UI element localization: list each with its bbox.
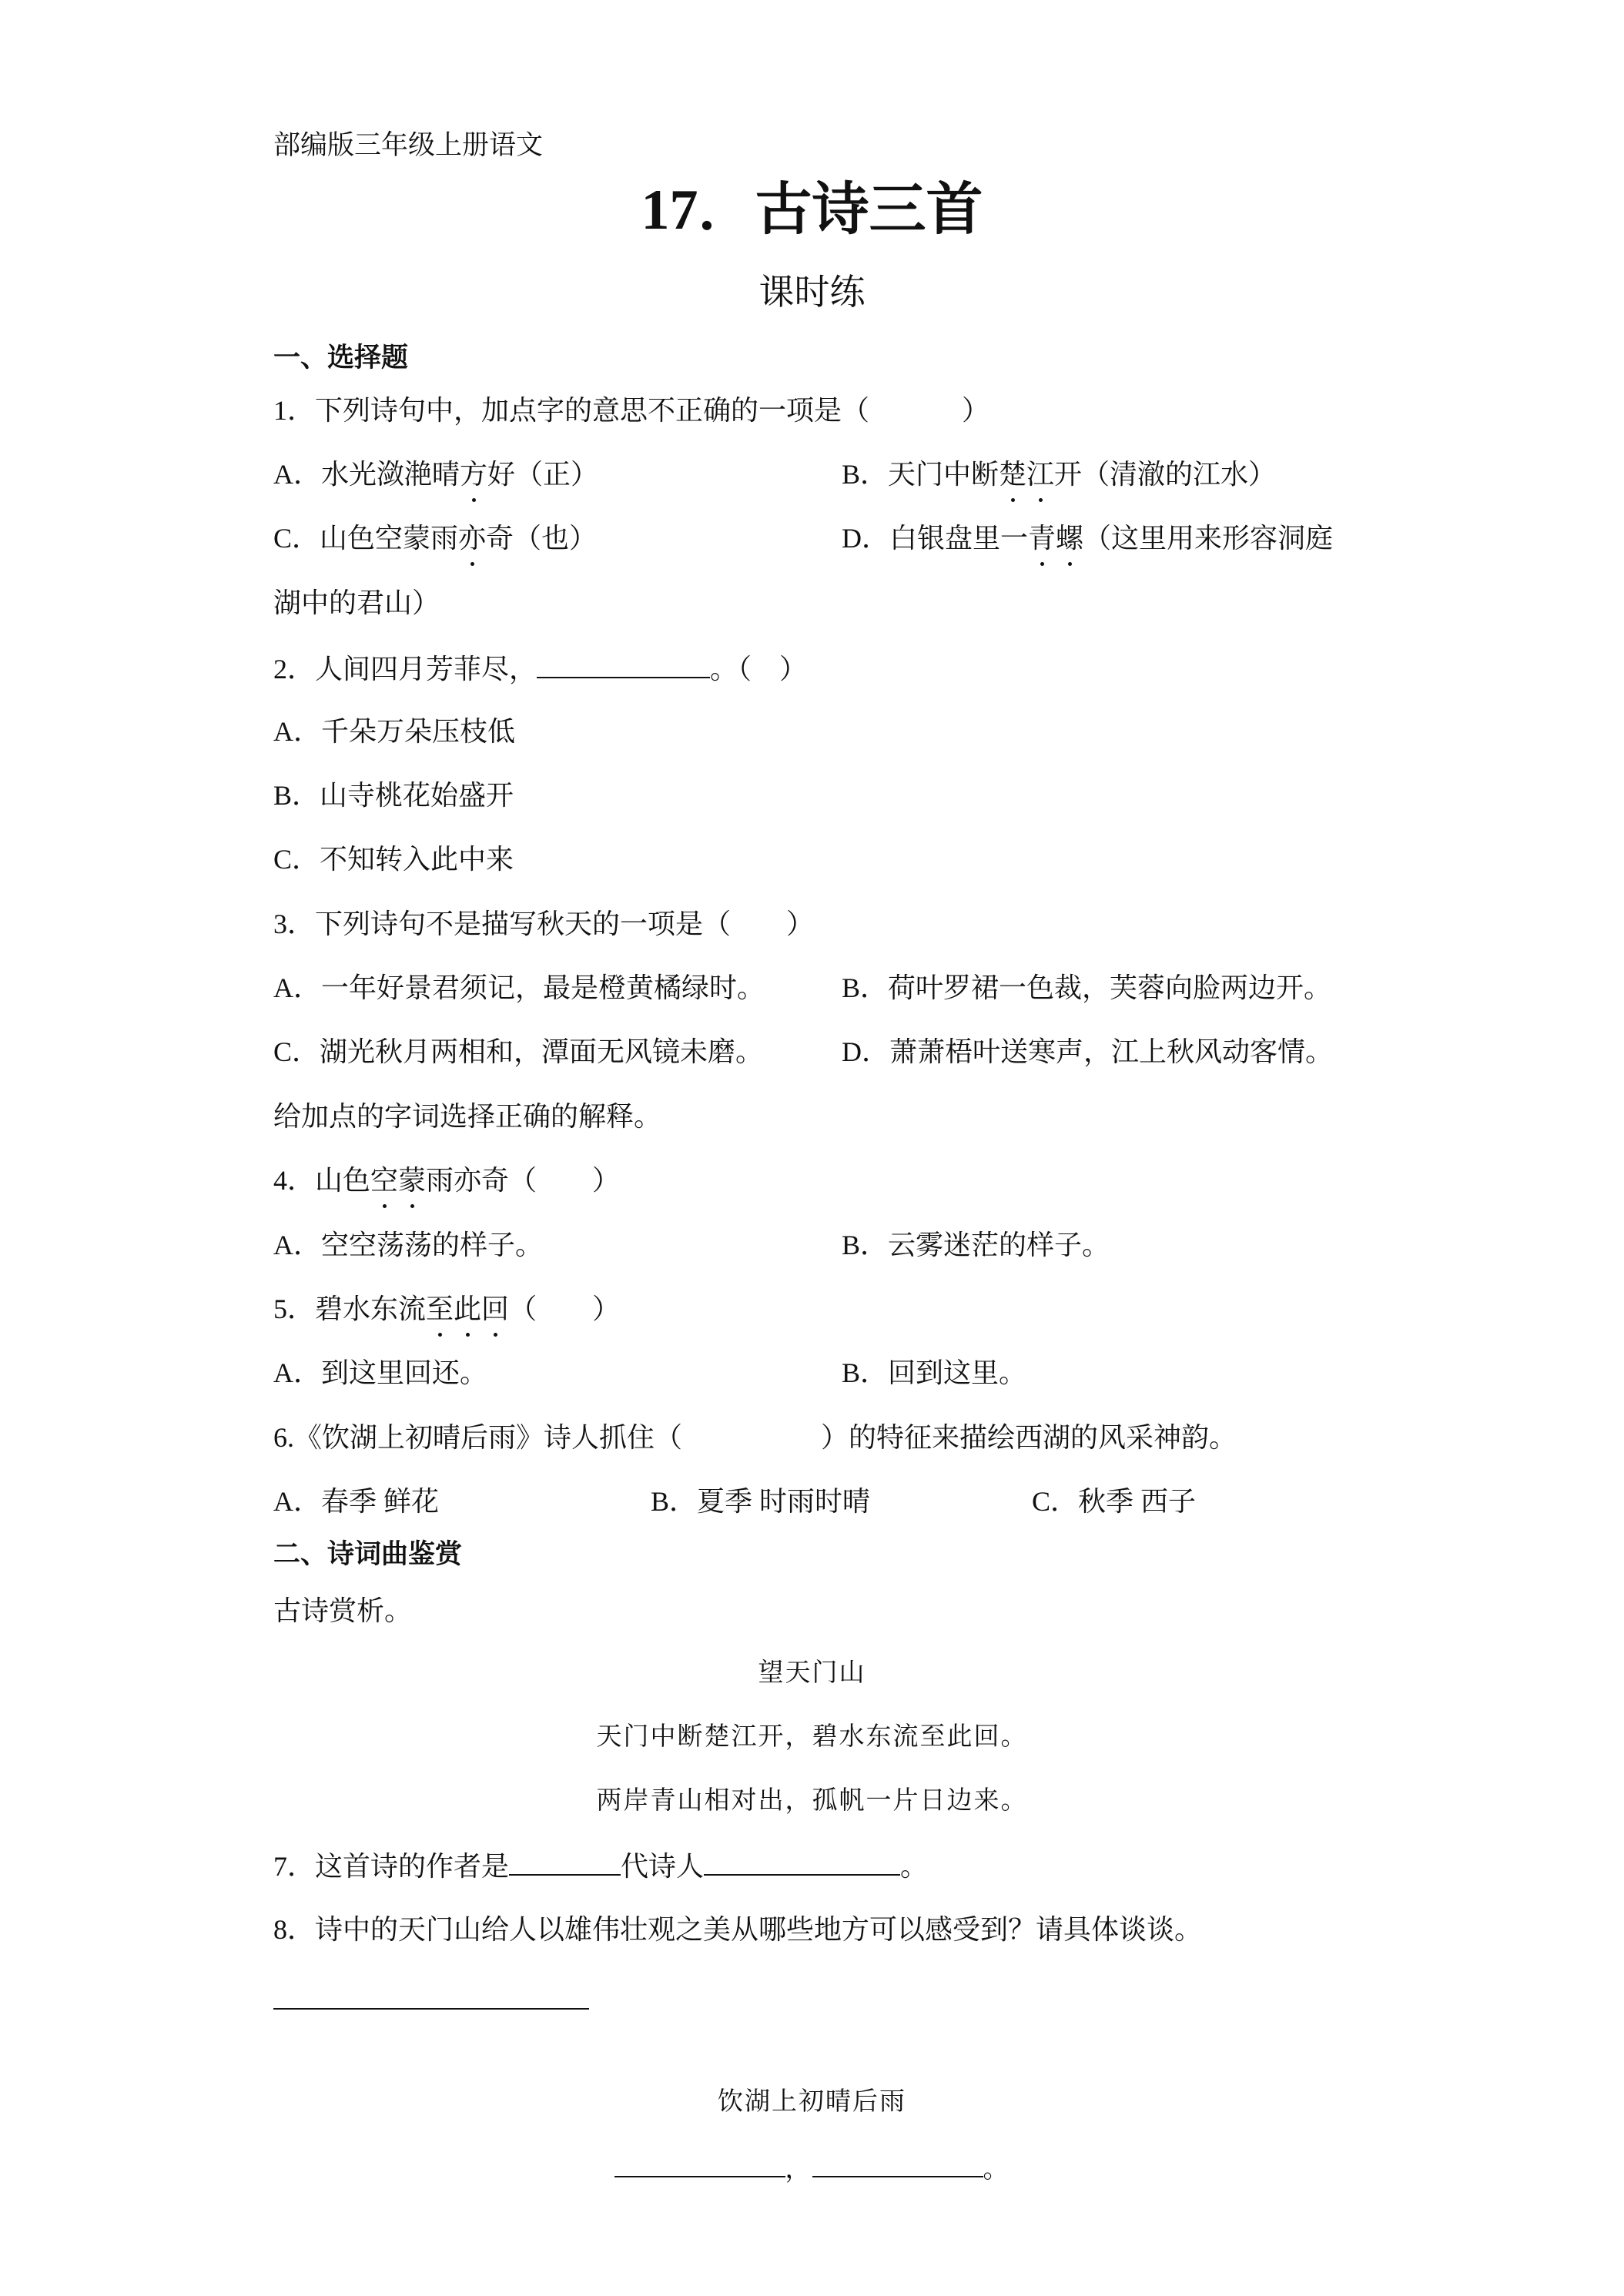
question-3-option-a[interactable]: A．一年好景君须记，最是橙黄橘绿时。 xyxy=(273,972,765,1003)
answer-blank[interactable] xyxy=(812,2148,983,2177)
answer-blank[interactable] xyxy=(537,649,710,678)
question-4-option-b[interactable]: B．云雾迷茫的样子。 xyxy=(842,1230,1110,1260)
answer-line[interactable] xyxy=(273,2008,589,2010)
emphasis-dot-char: 此 xyxy=(454,1290,481,1327)
answer-blank[interactable] xyxy=(614,2148,785,2177)
question-5-option-a[interactable]: A．到这里回还。 xyxy=(273,1357,487,1388)
question-3-option-d[interactable]: D．萧萧梧叶送寒声，江上秋风动客情。 xyxy=(842,1036,1333,1067)
question-1-option-d-continued: 湖中的君山） xyxy=(273,587,440,618)
question-4-option-a[interactable]: A．空空荡荡的样子。 xyxy=(273,1230,543,1260)
poem-2-title: 饮湖上初晴后雨 xyxy=(718,2086,906,2116)
question-7: 7．这首诗的作者是 代诗人 。 xyxy=(273,1846,928,1885)
question-1-option-b[interactable]: B．天门中断楚江开（清澈的江水） xyxy=(842,456,1276,493)
question-6-option-c[interactable]: C．秋季 西子 xyxy=(1032,1486,1197,1517)
question-1-option-c[interactable]: C．山色空蒙雨亦奇（也） xyxy=(273,520,597,557)
emphasis-dot-char: 青 xyxy=(1028,520,1056,557)
question-6-stem: 6.《饮湖上初晴后雨》诗人抓住（ ）的特征来描绘西湖的风采神韵。 xyxy=(273,1422,1237,1453)
header-text: 部编版三年级上册语文 xyxy=(273,130,544,160)
emphasis-dot-char: 空 xyxy=(370,1162,398,1199)
emphasis-dot-char: 方 xyxy=(460,456,487,493)
question-5-stem: 5．碧水东流至此回（ ） xyxy=(273,1290,620,1327)
question-2-option-c[interactable]: C．不知转入此中来 xyxy=(273,844,514,875)
page-subtitle: 课时练 xyxy=(758,273,866,312)
section-heading-appreciation: 二、诗词曲鉴赏 xyxy=(273,1539,463,1569)
question-1-option-d[interactable]: D．白银盘里一青螺（这里用来形容洞庭 xyxy=(842,520,1333,557)
section-heading-choice: 一、选择题 xyxy=(273,343,409,373)
appreciation-instruction: 古诗赏析。 xyxy=(273,1595,413,1626)
emphasis-dot-char: 亦 xyxy=(458,520,486,557)
question-3-option-c[interactable]: C．湖光秋月两相和，潭面无风镜未磨。 xyxy=(273,1036,764,1067)
page-title: 17．古诗三首 xyxy=(641,179,983,242)
question-1-stem: 1．下列诗句中，加点字的意思不正确的一项是（ ） xyxy=(273,395,990,426)
emphasis-dot-char: 楚 xyxy=(999,456,1026,493)
question-1-option-a[interactable]: A．水光潋滟晴方好（正） xyxy=(273,456,598,493)
question-3-option-b[interactable]: B．荷叶罗裙一色裁，芙蓉向脸两边开。 xyxy=(842,972,1332,1003)
emphasis-dot-char: 蒙 xyxy=(398,1162,426,1199)
question-2-stem: 2．人间四月芳菲尽， 。（ ） xyxy=(273,649,807,688)
emphasis-dot-char: 螺 xyxy=(1056,520,1083,557)
emphasis-dot-char: 回 xyxy=(481,1290,509,1327)
answer-blank[interactable] xyxy=(509,1846,621,1876)
question-6-option-a[interactable]: A．春季 鲜花 xyxy=(273,1486,439,1517)
poem-1-line-2: 两岸青山相对出，孤帆一片日边来。 xyxy=(596,1785,1028,1815)
emphasis-dot-char: 江 xyxy=(1026,456,1054,493)
question-3-stem: 3．下列诗句不是描写秋天的一项是（ ） xyxy=(273,909,815,939)
poem-2-fill-line: ， 。 xyxy=(0,2148,1624,2187)
question-2-option-a[interactable]: A．千朵万朵压枝低 xyxy=(273,716,515,747)
emphasis-dot-char: 至 xyxy=(426,1290,454,1327)
answer-blank[interactable] xyxy=(704,1846,900,1876)
question-8: 8．诗中的天门山给人以雄伟壮观之美从哪些地方可以感受到？请具体谈谈。 xyxy=(273,1914,1203,1945)
question-2-option-b[interactable]: B．山寺桃花始盛开 xyxy=(273,780,514,811)
poem-1-line-1: 天门中断楚江开，碧水东流至此回。 xyxy=(596,1721,1028,1751)
question-5-option-b[interactable]: B．回到这里。 xyxy=(842,1357,1027,1388)
poem-1-title: 望天门山 xyxy=(758,1657,866,1687)
question-6-option-b[interactable]: B．夏季 时雨时晴 xyxy=(651,1486,871,1517)
instruction-text: 给加点的字词选择正确的解释。 xyxy=(273,1101,662,1132)
question-4-stem: 4．山色空蒙雨亦奇（ ） xyxy=(273,1162,620,1199)
